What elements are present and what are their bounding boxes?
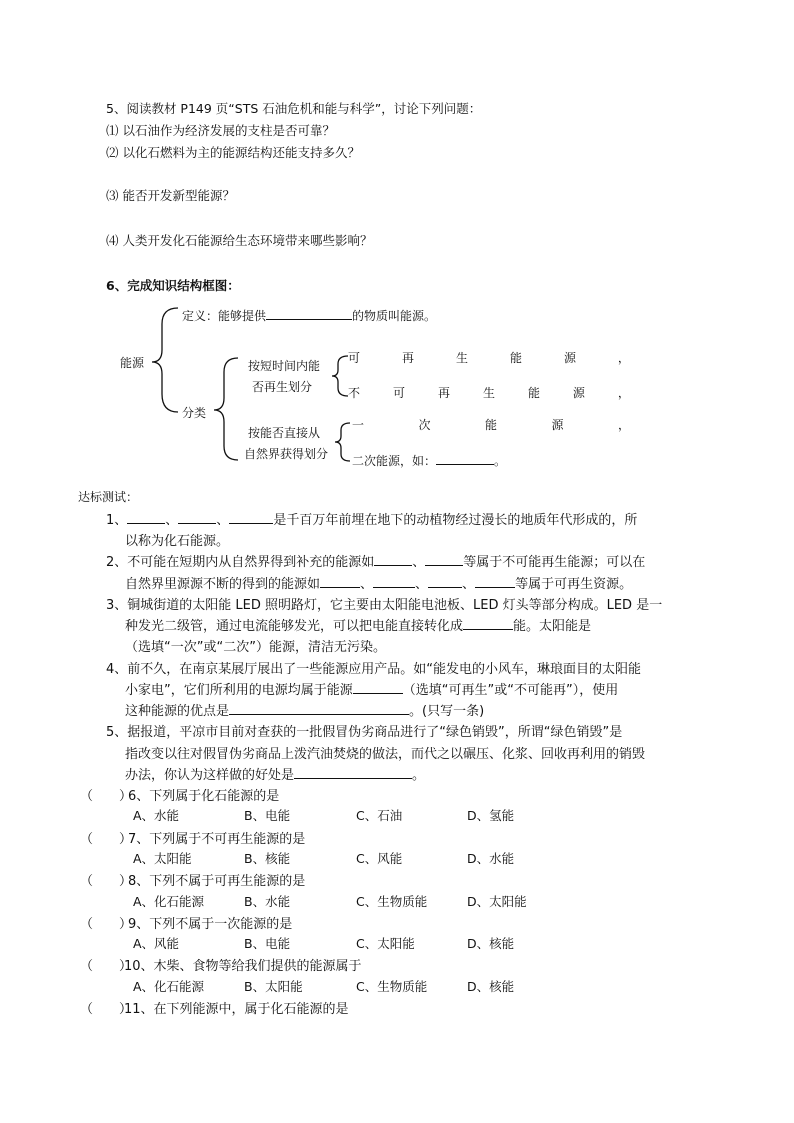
primary-char: ，	[617, 418, 630, 432]
test-q3-line1: 3、铜城街道的太阳能 LED 照明路灯，它主要由太阳能电池板、LED 灯头等部分构成。LED 是一	[106, 598, 663, 613]
test-q2-line2: 自然界里源源不断的得到的能源如 、 、 、 等属于可再生资源。	[125, 577, 633, 592]
mcq-option-b[interactable]: B、核能	[244, 851, 291, 866]
q3-prefix: 种发光二级管，通过电流能够发光，可以把电能直接转化成	[125, 619, 464, 634]
mcq-answer-paren[interactable]: （ ）	[80, 789, 133, 804]
test-q4-line1: 4、前不久，在南京某展厅展出了一些能源应用产品。如“能发电的小风车，琳琅面目的太阳能	[106, 662, 642, 677]
q2-blank-1[interactable]	[374, 553, 412, 566]
test-q4-line3	[125, 700, 484, 719]
secondary-example-blank[interactable]	[436, 452, 494, 465]
q5-blank-1[interactable]	[294, 766, 412, 779]
test-header: 达标测试：	[78, 490, 139, 504]
mcq-option-c[interactable]: C、风能	[356, 851, 403, 866]
nonrenew-char: 再	[437, 386, 450, 400]
q2-blank-5[interactable]	[428, 575, 462, 588]
primary-char: 次	[418, 418, 431, 432]
test-q1-line1: 1、 、 、 是千百万年前埋在地下的动植物经过漫长的地质年代形成的，所	[106, 513, 638, 528]
question-5-sub-2: ⑵ 以化石燃料为主的能源结构还能支持多久？	[106, 145, 360, 160]
renew-char: 能	[509, 351, 522, 365]
q4c-prefix: 这种能源的优点是	[125, 704, 230, 719]
q4c-suffix: 。(只写一条)	[409, 704, 485, 719]
secondary-suffix: 。	[494, 454, 507, 468]
mcq-option-b[interactable]: B、太阳能	[244, 979, 303, 994]
mcq-option-c[interactable]: C、生物质能	[356, 979, 428, 994]
mcq-option-b[interactable]: B、水能	[244, 894, 291, 909]
mcq-option-d[interactable]: D、核能	[467, 936, 515, 951]
mcq-option-d[interactable]: D、太阳能	[467, 894, 527, 909]
question-5-sub-4: ⑷ 人类开发化石能源给生态环境带来哪些影响？	[106, 233, 373, 248]
test-q5-line1: 5、据报道，平凉市目前对查获的一批假冒伪劣商品进行了“绿色销毁”，所谓“绿色销毁”是	[106, 725, 623, 740]
q2-blank-6[interactable]	[475, 575, 515, 588]
nonrenew-char: 源	[572, 386, 585, 400]
branch-primary-line2: 自然界获得划分	[244, 447, 329, 461]
nonrenew-char: 可	[392, 386, 405, 400]
renew-char: 生	[455, 351, 468, 365]
diagram-root-label: 能源	[120, 356, 145, 370]
q2b-prefix: 自然界里源源不断的得到的能源如	[125, 577, 321, 592]
mcq-option-d[interactable]: D、水能	[467, 851, 515, 866]
q2-prefix: 2、不可能在短期内从自然界得到补充的能源如	[106, 555, 375, 570]
test-q3-line2	[125, 615, 591, 634]
mcq-answer-paren[interactable]: （ ）	[80, 1002, 133, 1017]
test-q2-line1: 2、不可能在短期内从自然界得到补充的能源如 、 等属于不可能再生能源；可以在	[106, 555, 646, 570]
test-q3-line3: （选填“一次”或“二次”）能源，清洁无污染。	[125, 640, 386, 655]
test-q5-line2: 指改变以往对假冒伪劣商品上泼汽油焚烧的做法，而代之以碾压、化浆、回收再利用的销毁	[125, 747, 646, 762]
definition-suffix: 的物质叫能源。	[352, 309, 437, 323]
q2-blank-4[interactable]	[373, 575, 415, 588]
q2-blank-3[interactable]	[320, 575, 360, 588]
branch-primary-line1: 按能否直接从	[248, 426, 321, 440]
branch-renewable-line2: 否再生划分	[252, 380, 313, 394]
q3-suffix: 能。太阳能是	[513, 619, 592, 634]
primary-char: 一	[352, 418, 365, 432]
mcq-stem: 8、下列不属于可再生能源的是	[128, 874, 306, 889]
mcq-answer-paren[interactable]: （ ）	[80, 959, 133, 974]
nonrenew-char: 能	[527, 386, 540, 400]
q4-suffix: （选填“可再生”或“不可能再”），使用	[402, 683, 619, 698]
mcq-answer-paren[interactable]: （ ）	[80, 832, 133, 847]
mcq-option-b[interactable]: B、电能	[244, 808, 291, 823]
q4-blank-1[interactable]	[353, 681, 403, 694]
mcq-option-a[interactable]: A、水能	[133, 808, 180, 823]
q2-suffix: 等属于不可能再生能源；可以在	[463, 555, 646, 570]
definition-prefix: 定义：能够提供	[182, 309, 267, 323]
mcq-option-a[interactable]: A、化石能源	[133, 979, 205, 994]
test-q1-line2: 以称为化石能源。	[125, 534, 230, 549]
question-5-sub-3: ⑶ 能否开发新型能源？	[106, 188, 235, 203]
q1-blank-3[interactable]	[229, 511, 273, 524]
q1-text: 是千百万年前埋在地下的动植物经过漫长的地质年代形成的，所	[273, 513, 638, 528]
renew-char: 可	[348, 351, 361, 365]
q5c-suffix: 。	[412, 768, 426, 783]
renew-char: 源	[563, 351, 576, 365]
diagram-classify-label: 分类	[182, 406, 207, 420]
mcq-option-a[interactable]: A、太阳能	[133, 851, 192, 866]
mcq-stem: 10、木柴、食物等给我们提供的能源属于	[124, 959, 362, 974]
q1-blank-1[interactable]	[127, 511, 165, 524]
nonrenew-char: 不	[348, 386, 361, 400]
test-q4-line2	[125, 679, 618, 698]
q2-blank-2[interactable]	[425, 553, 463, 566]
q3-blank-1[interactable]	[463, 617, 513, 630]
mcq-stem: 6、下列属于化石能源的是	[128, 789, 280, 804]
mcq-stem: 7、下列属于不可再生能源的是	[128, 832, 306, 847]
secondary-prefix: 二次能源，如：	[352, 454, 437, 468]
q1-number: 1、	[106, 513, 128, 528]
mcq-option-c[interactable]: C、石油	[356, 808, 403, 823]
question-5-title: 5、阅读教材 P149 页“STS 石油危机和能与科学”，讨论下列问题：	[106, 101, 482, 116]
mcq-answer-paren[interactable]: （ ）	[80, 874, 133, 889]
primary-char: 源	[551, 418, 564, 432]
mcq-option-d[interactable]: D、核能	[467, 979, 515, 994]
mcq-option-c[interactable]: C、太阳能	[356, 936, 415, 951]
mcq-stem: 9、下列不属于一次能源的是	[128, 917, 293, 932]
mcq-option-a[interactable]: A、风能	[133, 936, 180, 951]
q1-blank-2[interactable]	[178, 511, 216, 524]
test-q5-line3	[125, 764, 425, 783]
renew-char: ，	[617, 351, 630, 365]
mcq-stem: 11、在下列能源中，属于化石能源的是	[124, 1002, 349, 1017]
q5c-prefix: 办法，你认为这样做的好处是	[125, 768, 295, 783]
renew-char: 再	[401, 351, 414, 365]
primary-energy-row	[352, 416, 630, 433]
q2b-suffix: 等属于可再生资源。	[515, 577, 633, 592]
branch-renewable-line1: 按短时间内能	[248, 359, 321, 373]
q4-blank-2[interactable]	[229, 702, 409, 715]
mcq-option-b[interactable]: B、电能	[244, 936, 291, 951]
question-5-sub-1: ⑴ 以石油作为经济发展的支柱是否可靠？	[106, 123, 335, 138]
secondary-energy-row	[352, 452, 506, 469]
primary-char: 能	[484, 418, 497, 432]
nonrenew-char: 生	[482, 386, 495, 400]
mcq-option-c[interactable]: C、生物质能	[356, 894, 428, 909]
mcq-option-d[interactable]: D、氢能	[467, 808, 515, 823]
mcq-option-a[interactable]: A、化石能源	[133, 894, 205, 909]
mcq-answer-paren[interactable]: （ ）	[80, 917, 133, 932]
q4-prefix: 小家电”，它们所利用的电源均属于能源	[125, 683, 353, 698]
question-6-title: 6、完成知识结构框图：	[106, 278, 240, 293]
nonrenew-char: ，	[617, 386, 630, 400]
